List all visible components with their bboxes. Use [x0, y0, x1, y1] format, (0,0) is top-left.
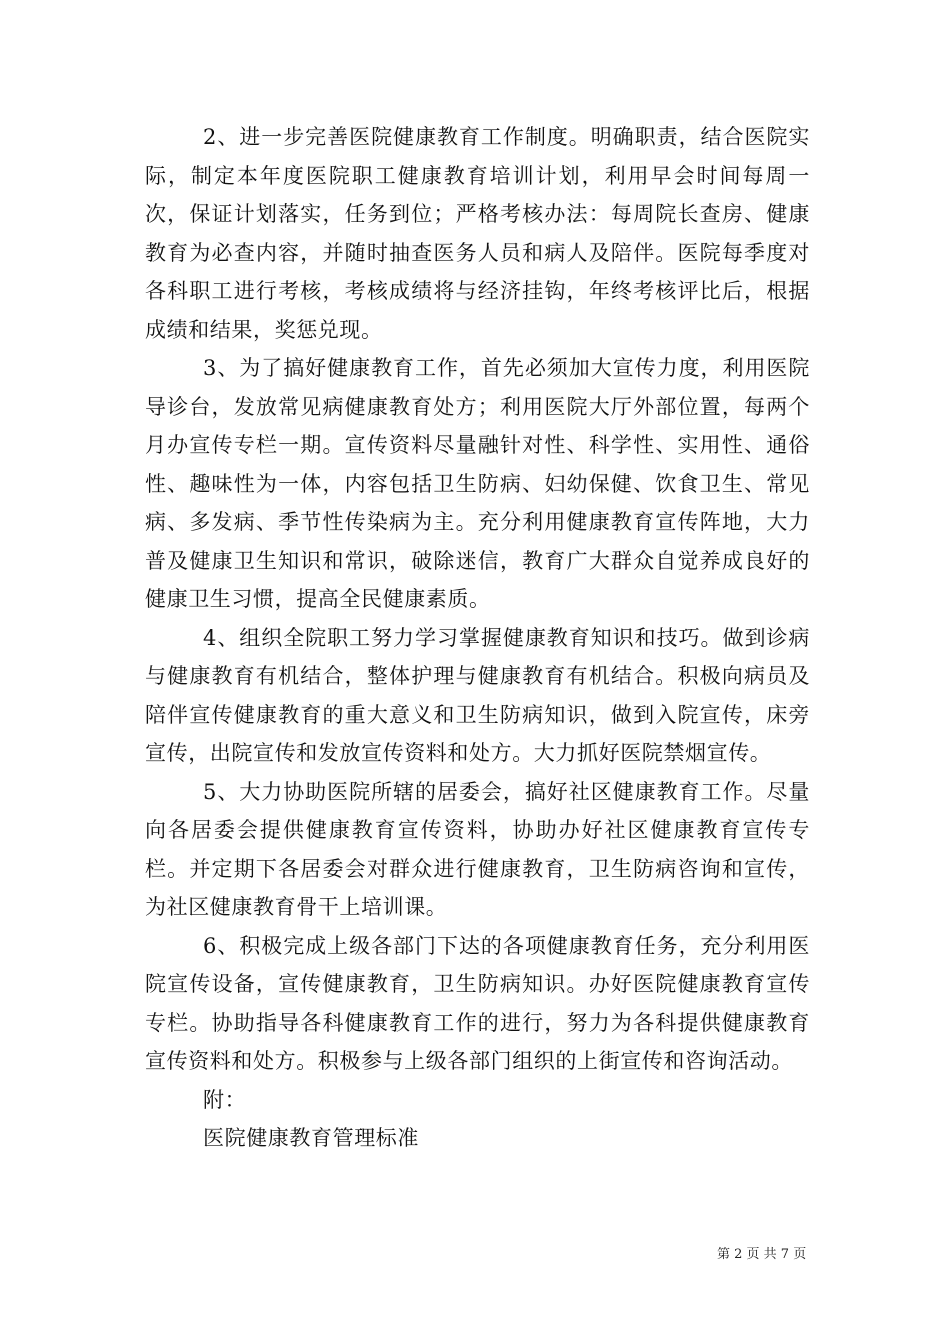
paragraph-item-2: 2、进一步完善医院健康教育工作制度。明确职责，结合医院实际，制定本年度医院职工健康教育培训计划，利用早会时间每周一次，保证计划落实，任务到位；严格考核办法：每周院长查房、健康教育为必查内容，并随时抽查医务人员和病人及陪伴。医院每季度对各科职工进行考核，考核成绩将与经济挂钩，年终考核评比后，根据成绩和结果，奖惩兑现。	[145, 125, 810, 342]
paragraph-item-5: 5、大力协助医院所辖的居委会，搞好社区健康教育工作。尽量向各居委会提供健康教育宣传资料，协助办好社区健康教育宣传专栏。并定期下各居委会对群众进行健康教育，卫生防病咨询和宣传，为社区健康教育骨干上培训课。	[145, 779, 810, 919]
page-number: 第 2 页 共 7 页	[717, 1247, 807, 1262]
paragraph-item-3: 3、为了搞好健康教育工作，首先必须加大宣传力度，利用医院导诊台，发放常见病健康教育处方；利用医院大厅外部位置，每两个月办宣传专栏一期。宣传资料尽量融针对性、科学性、实用性、通俗性、趣味性为一体，内容包括卫生防病、妇幼保健、饮食卫生、常见病、多发病、季节性传染病为主。充分利用健康教育宣传阵地，大力普及健康卫生知识和常识，破除迷信，教育广大群众自觉养成良好的健康卫生习惯，提高全民健康素质。	[145, 356, 810, 611]
appendix-title: 医院健康教育管理标准	[203, 1126, 419, 1150]
paragraph-item-4: 4、组织全院职工努力学习掌握健康教育知识和技巧。做到诊病与健康教育有机结合，整体护理与健康教育有机结合。积极向病员及陪伴宣传健康教育的重大意义和卫生防病知识，做到入院宣传，床旁宣传，出院宣传和发放宣传资料和处方。大力抓好医院禁烟宣传。	[145, 625, 810, 765]
appendix-label: 附：	[203, 1087, 247, 1112]
document-body	[145, 118, 810, 1158]
paragraph-item-6: 6、积极完成上级各部门下达的各项健康教育任务，充分利用医院宣传设备，宣传健康教育，卫生防病知识。办好医院健康教育宣传专栏。协助指导各科健康教育工作的进行，努力为各科提供健康教育宣传资料和处方。积极参与上级各部门组织的上街宣传和咨询活动。	[145, 933, 810, 1073]
